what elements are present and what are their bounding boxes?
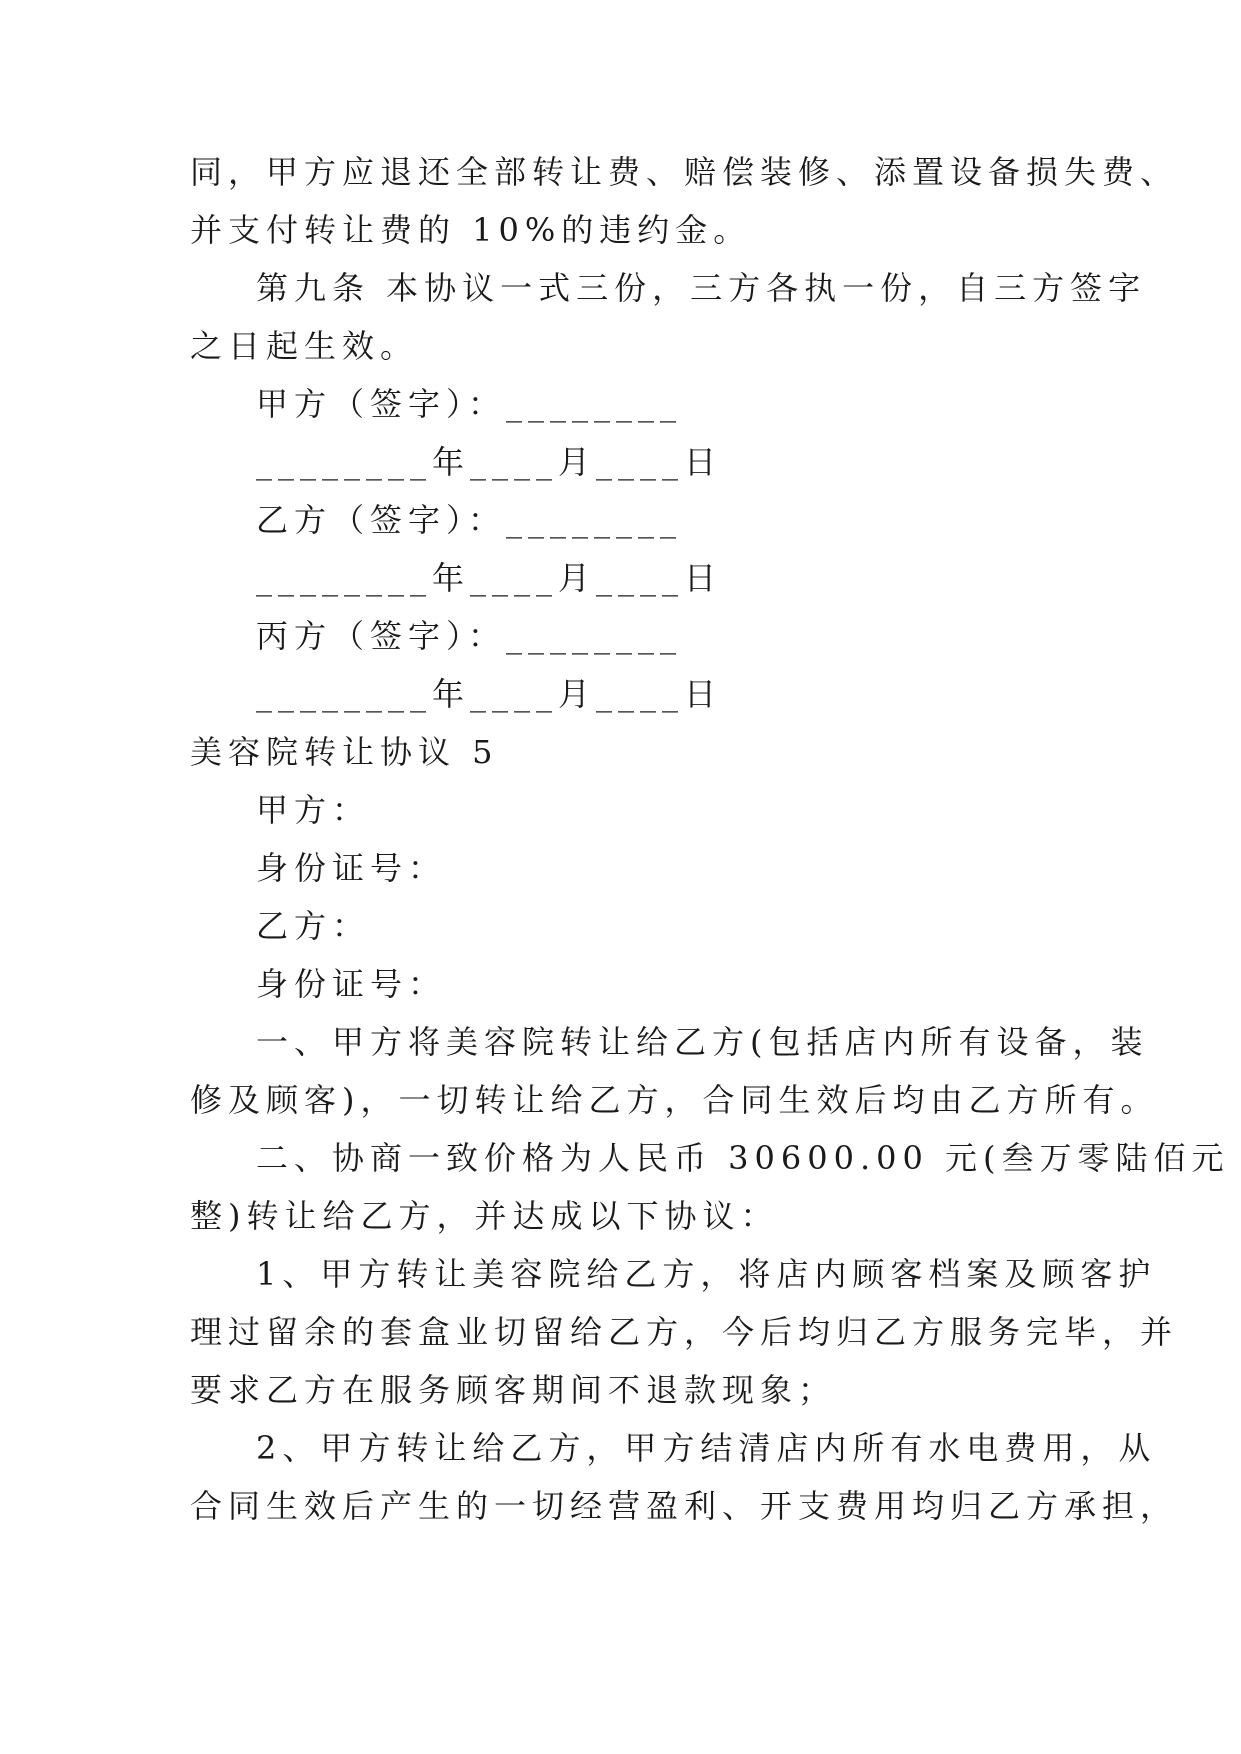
paragraph-line: 同，甲方应退还全部转让费、赔偿装修、添置设备损失费、 [190,153,1179,191]
id-number-label: 身份证号： [256,849,447,887]
party-b-label: 乙方： [256,907,371,945]
party-a-signature: 甲方（签字）：________ [256,385,683,423]
id-number-label: 身份证号： [256,965,447,1003]
section-title: 美容院转让协议 5 [190,733,499,771]
paragraph-line: 合同生效后产生的一切经营盈利、开支费用均归乙方承担， [190,1487,1179,1525]
party-c-date: ________年____月____日 [256,675,723,713]
paragraph-line: 理过留余的套盒业切留给乙方，今后均归乙方服务完毕，并 [190,1313,1179,1351]
item-one: 1、甲方转让美容院给乙方，将店内顾客档案及顾客护 [256,1255,1157,1293]
item-two: 2、甲方转让给乙方，甲方结清店内所有水电费用，从 [256,1429,1157,1467]
paragraph-line: 并支付转让费的 10%的违约金。 [190,211,752,249]
clause-two: 二、协商一致价格为人民币 30600.00 元(叁万零陆佰元 [256,1139,1230,1177]
party-a-date: ________年____月____日 [256,443,723,481]
party-a-label: 甲方： [256,791,371,829]
paragraph-line: 要求乙方在服务顾客期间不退款现象； [190,1371,837,1409]
party-b-signature: 乙方（签字）：________ [256,501,683,539]
paragraph-line: 修及顾客)，一切转让给乙方，合同生效后均由乙方所有。 [190,1081,1159,1119]
clause-one: 一、甲方将美容院转让给乙方(包括店内所有设备，装 [256,1023,1149,1061]
paragraph-line: 整)转让给乙方，并达成以下协议： [190,1197,779,1235]
paragraph-line: 之日起生效。 [190,327,419,365]
party-c-signature: 丙方（签字）：________ [256,617,683,655]
article-nine: 第九条 本协议一式三份，三方各执一份，自三方签字 [256,269,1147,307]
party-b-date: ________年____月____日 [256,559,723,597]
